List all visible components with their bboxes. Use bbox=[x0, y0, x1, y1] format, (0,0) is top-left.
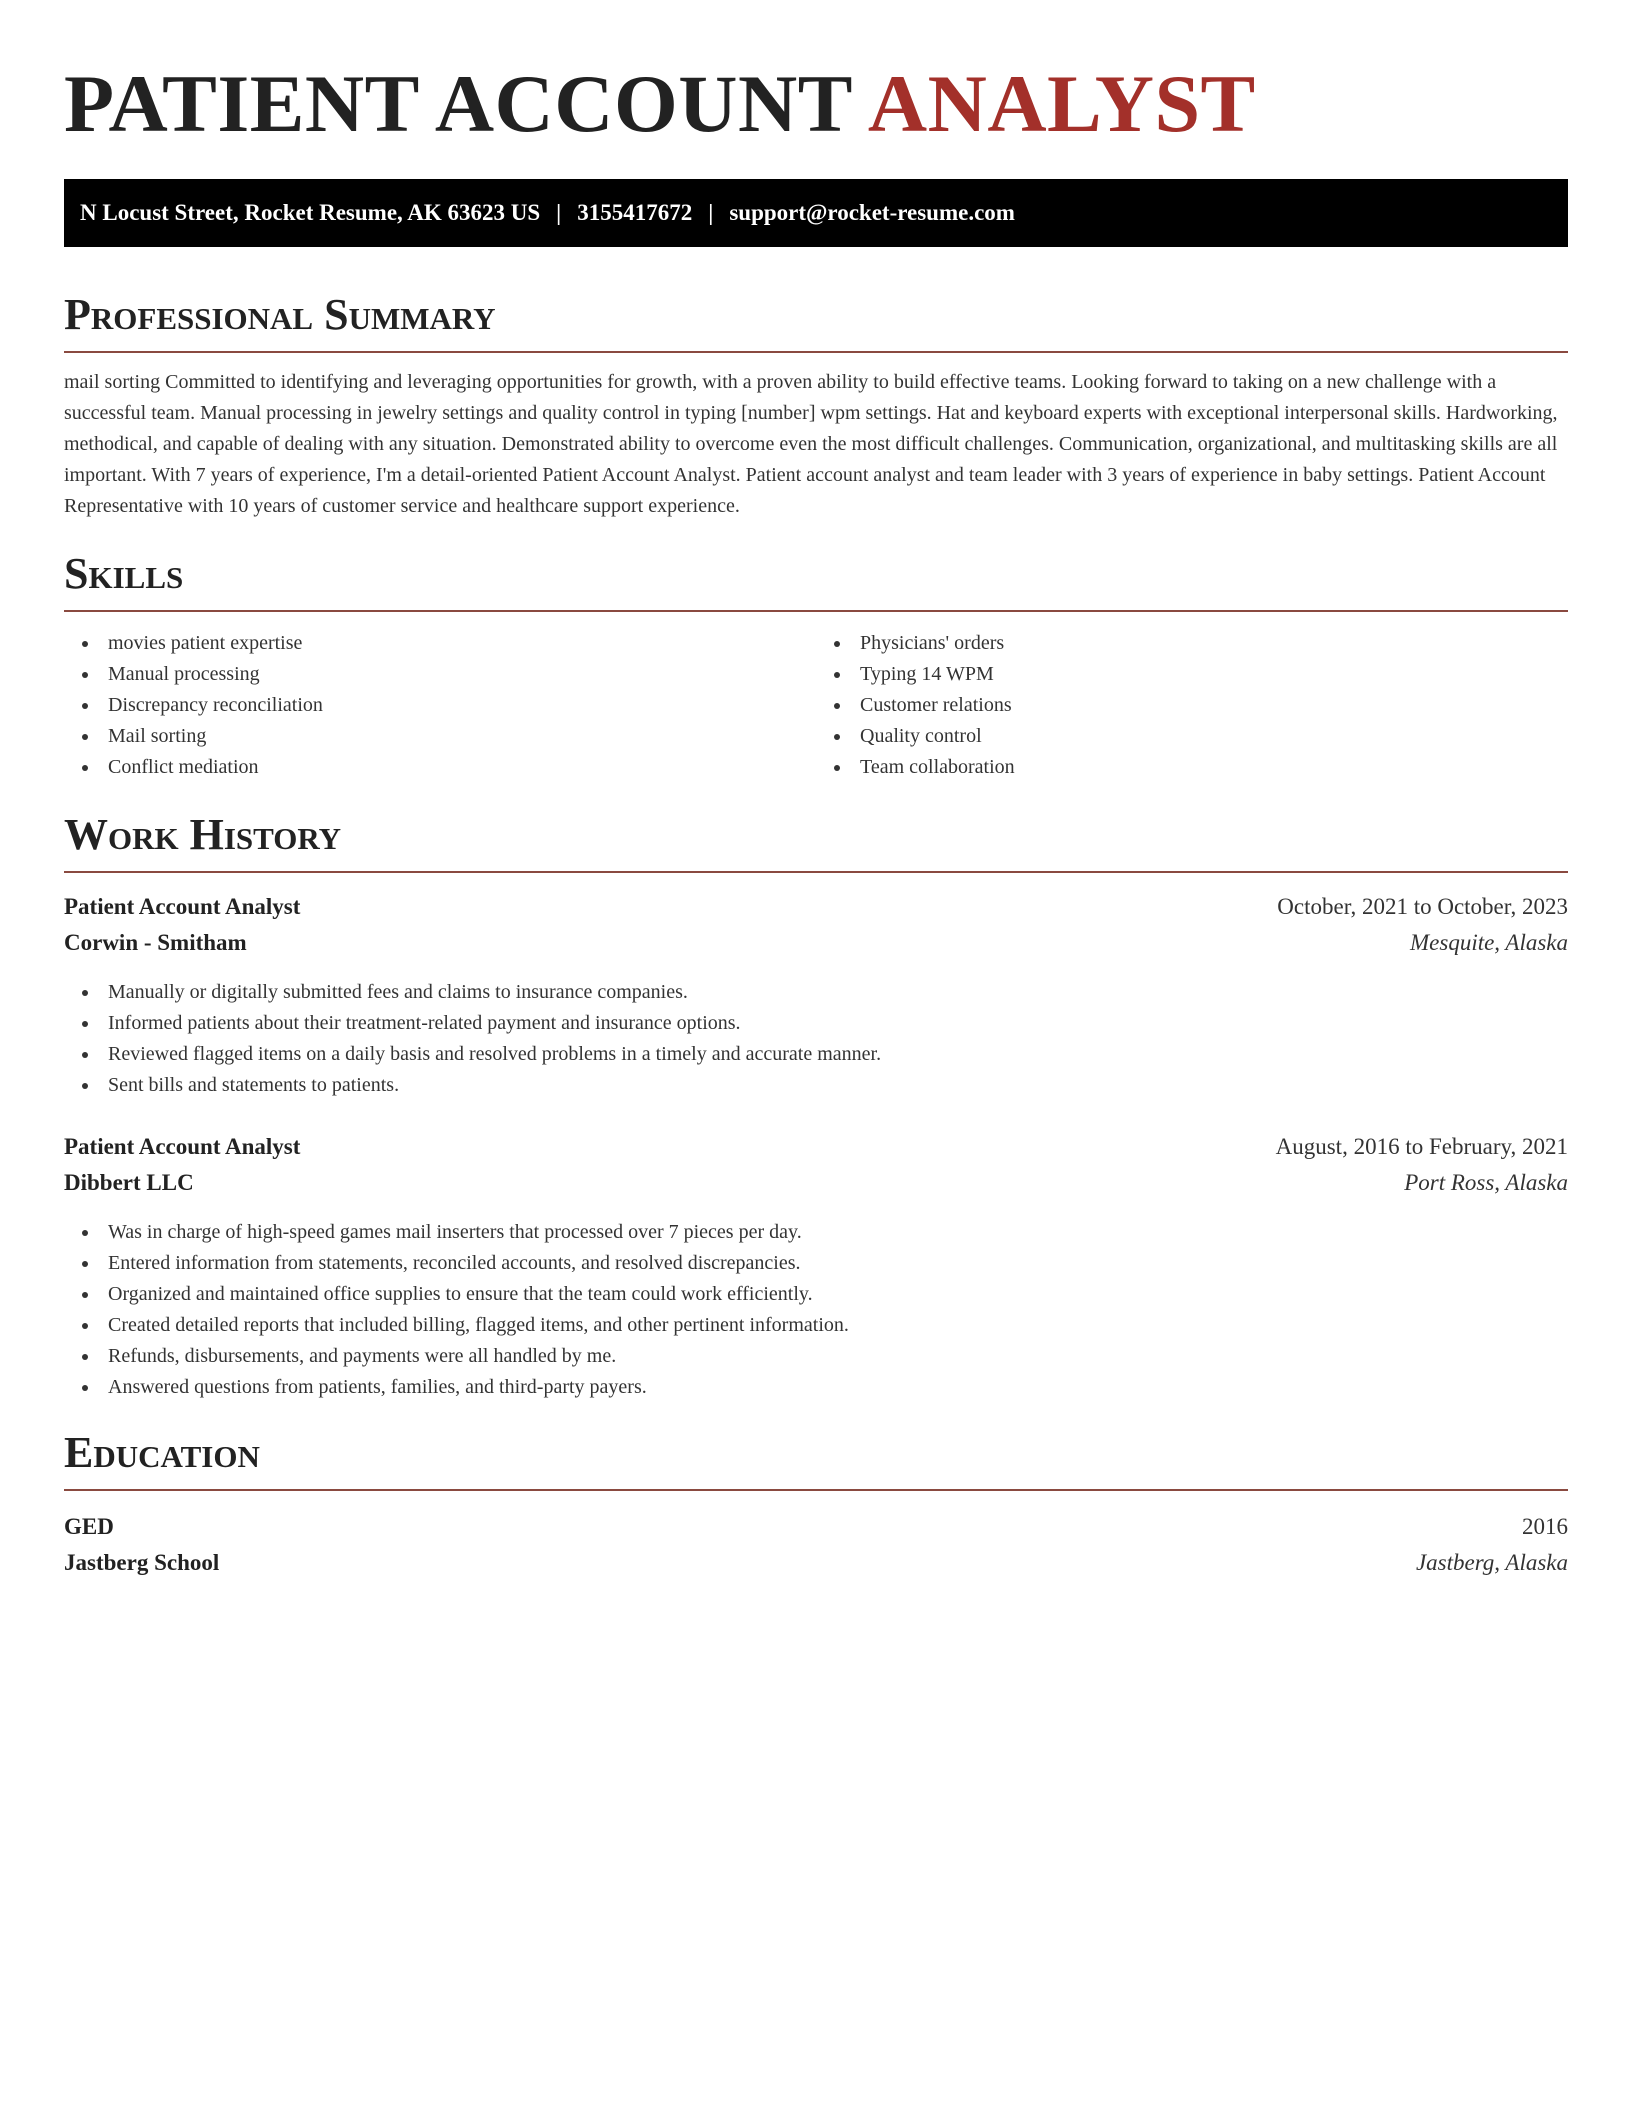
skills-list bbox=[64, 628, 1568, 783]
contact-address: N Locust Street, Rocket Resume, AK 63623 US bbox=[80, 200, 541, 225]
skill-item: Team collaboration bbox=[860, 752, 1568, 783]
skills-column-left bbox=[64, 628, 816, 783]
work-history-heading: Work History bbox=[64, 809, 1568, 873]
job-bullets bbox=[64, 1217, 1568, 1403]
education-entry bbox=[64, 1509, 1568, 1581]
title-accent: ANALYST bbox=[867, 58, 1256, 149]
job-bullet: Sent bills and statements to patients. bbox=[108, 1070, 1568, 1101]
education-degree: GED bbox=[64, 1514, 114, 1539]
contact-separator: | bbox=[708, 200, 714, 225]
education-subheader bbox=[64, 1545, 1568, 1581]
skill-item: Typing 14 WPM bbox=[860, 659, 1568, 690]
job-header bbox=[64, 1129, 1568, 1165]
skill-item: Discrepancy reconciliation bbox=[108, 690, 816, 721]
job-bullet: Reviewed flagged items on a daily basis and resolved problems in a timely and accurate manner. bbox=[108, 1039, 1568, 1070]
skill-item: Customer relations bbox=[860, 690, 1568, 721]
education-header bbox=[64, 1509, 1568, 1545]
skill-item: Manual processing bbox=[108, 659, 816, 690]
contact-phone: 3155417672 bbox=[577, 200, 693, 225]
job-bullet: Entered information from statements, reconciled accounts, and resolved discrepancies. bbox=[108, 1248, 1568, 1279]
title-main: PATIENT ACCOUNT bbox=[64, 58, 852, 149]
job-location: Port Ross, Alaska bbox=[1404, 1170, 1568, 1195]
skill-item: movies patient expertise bbox=[108, 628, 816, 659]
job-role: Patient Account Analyst bbox=[64, 894, 301, 919]
job-bullet: Was in charge of high-speed games mail inserters that processed over 7 pieces per day. bbox=[108, 1217, 1568, 1248]
job-company: Dibbert LLC bbox=[64, 1170, 194, 1195]
resume-title bbox=[64, 0, 1568, 152]
job-subheader bbox=[64, 1165, 1568, 1201]
skill-item: Quality control bbox=[860, 721, 1568, 752]
skill-item: Mail sorting bbox=[108, 721, 816, 752]
job-bullets bbox=[64, 977, 1568, 1101]
job-bullet: Created detailed reports that included billing, flagged items, and other pertinent information. bbox=[108, 1310, 1568, 1341]
education-heading: Education bbox=[64, 1427, 1568, 1491]
skill-item: Physicians' orders bbox=[860, 628, 1568, 659]
education-school: Jastberg School bbox=[64, 1550, 220, 1575]
job-subheader bbox=[64, 925, 1568, 961]
job-entry bbox=[64, 889, 1568, 1101]
skill-item: Conflict mediation bbox=[108, 752, 816, 783]
job-bullet: Answered questions from patients, families, and third-party payers. bbox=[108, 1372, 1568, 1403]
job-bullet: Manually or digitally submitted fees and claims to insurance companies. bbox=[108, 977, 1568, 1008]
contact-bar bbox=[64, 179, 1568, 247]
job-header bbox=[64, 889, 1568, 925]
job-dates: August, 2016 to February, 2021 bbox=[1275, 1134, 1568, 1159]
job-entry bbox=[64, 1129, 1568, 1403]
job-bullet: Refunds, disbursements, and payments were all handled by me. bbox=[108, 1341, 1568, 1372]
job-bullet: Organized and maintained office supplies to ensure that the team could work efficiently. bbox=[108, 1279, 1568, 1310]
job-location: Mesquite, Alaska bbox=[1410, 930, 1568, 955]
summary-text: mail sorting Committed to identifying and leveraging opportunities for growth, with a proven ability to build effective teams. Looking forward to taking on a new challenge with a successful team. Manual processing in jewelry settings and quality control in typing [number] wpm settings. Hat and keyboard experts with exceptional interpersonal skills. Hardworking, methodical, and capable of dealing with any situation. Demonstrated ability to overcome even the most difficult challenges. Communication, organizational, and multitasking skills are all important. With 7 years of experience, I'm a detail-oriented Patient Account Analyst. Patient account analyst and team leader with 3 years of experience in baby settings. Patient Account Representative with 10 years of customer service and healthcare support experience. bbox=[64, 371, 1558, 517]
skills-column-right bbox=[816, 628, 1568, 783]
job-role: Patient Account Analyst bbox=[64, 1134, 301, 1159]
job-company: Corwin - Smitham bbox=[64, 930, 247, 955]
job-dates: October, 2021 to October, 2023 bbox=[1277, 894, 1568, 919]
summary-heading: Professional Summary bbox=[64, 289, 1568, 353]
contact-email: support@rocket-resume.com bbox=[729, 200, 1015, 225]
education-year: 2016 bbox=[1522, 1514, 1568, 1539]
job-bullet: Informed patients about their treatment-related payment and insurance options. bbox=[108, 1008, 1568, 1039]
skills-heading: Skills bbox=[64, 548, 1568, 612]
education-location: Jastberg, Alaska bbox=[1415, 1550, 1568, 1575]
contact-separator: | bbox=[556, 200, 562, 225]
